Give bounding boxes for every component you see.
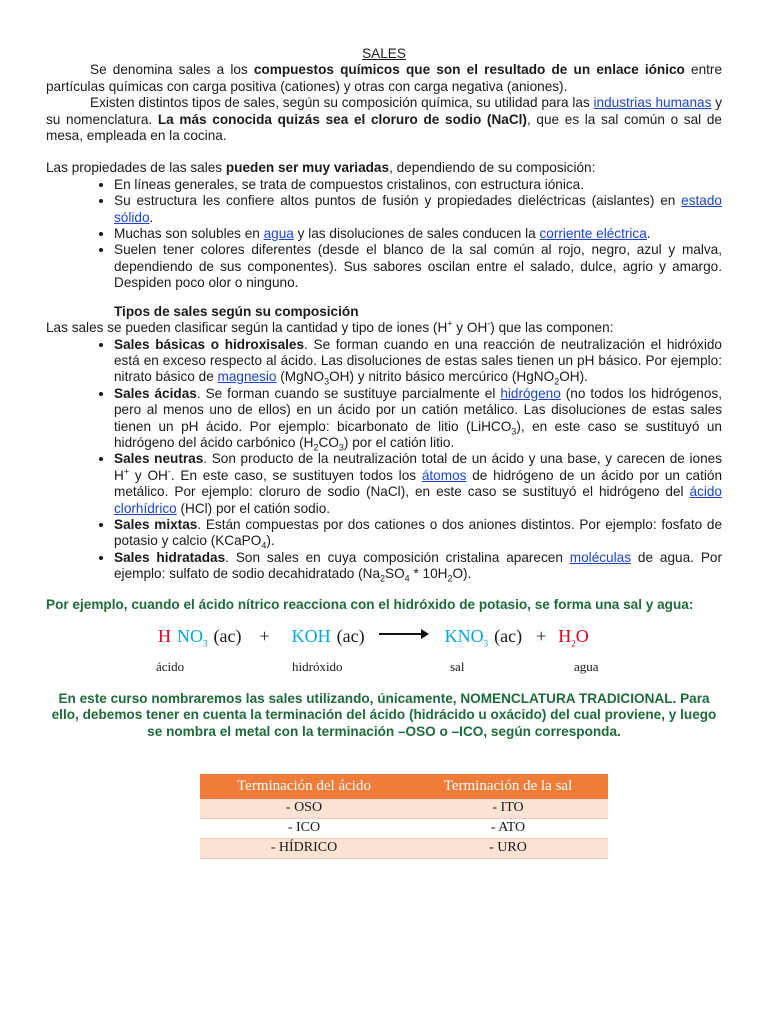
bold-text: Sales hidratadas	[114, 549, 226, 565]
state-label: (ac)	[213, 625, 242, 646]
text: CO	[318, 434, 339, 450]
text: Las sales se pueden clasificar según la cantidad y tipo de iones (H	[46, 320, 448, 336]
text: entre partículas químicas con carga positiva (cationes) y otras con carga negativa (aniones).	[46, 62, 723, 94]
section-heading: Tipos de sales según su composición	[114, 303, 359, 319]
subscript: 2	[380, 573, 386, 584]
intro-paragraph-1	[46, 62, 722, 95]
text: (no todos los hidrógenos, pero al menos uno de ellos) en un ácido por un catión metálico. Las disoluciones de estas sales tienen un pH ácido. Por ejemplo: bicarbonato de litio (LiHCO	[114, 385, 723, 434]
types-list	[46, 337, 722, 583]
types-lead	[46, 320, 722, 336]
text: OH).	[559, 369, 588, 385]
text: . Son sales en cuya composición cristalina aparecen	[225, 549, 570, 565]
superscript: -	[167, 466, 171, 477]
text: y las disoluciones de sales conducen la	[293, 226, 540, 242]
text: de hidrógeno de un ácido por un catión metálico. Por ejemplo: cloruro de sodio (NaCl), en este caso se sustituyó el hidrógeno del	[114, 467, 722, 500]
text: Se denomina sales a los	[90, 62, 254, 78]
plus-sign: +	[259, 625, 270, 646]
text: y OH	[452, 320, 488, 336]
page-title: SALES	[362, 46, 406, 61]
text: Muchas son solubles en	[114, 226, 264, 242]
list-item: • Suelen tener colores diferentes (desde el blanco de la sal común al rojo, negro, azul y malva, dependiendo de sus componentes). Sus sabores oscilan entre el salado, dulce, agrio y amargo. Despiden poco olor o ninguno.	[114, 242, 722, 291]
text: ).	[266, 533, 275, 549]
subscript: 2	[571, 638, 576, 649]
table-cell: - ITO	[408, 799, 608, 819]
properties-lead	[46, 160, 722, 176]
reactant-base: KOH	[291, 625, 331, 646]
bold-text: La más conocida quizás sea el cloruro de sodio (NaCl)	[157, 111, 527, 127]
subscript: 3	[324, 377, 330, 388]
nitrate-symbol: NO	[177, 625, 203, 646]
subscript: 2	[554, 377, 560, 388]
text: .	[646, 226, 651, 242]
subscript: 2	[313, 442, 319, 453]
list-item	[114, 386, 722, 452]
label-hydroxide: hidróxido	[292, 659, 343, 674]
text: ) que las componen:	[490, 320, 614, 336]
subscript: 3	[203, 638, 208, 649]
subscript: 4	[404, 573, 410, 584]
table-row	[200, 838, 608, 858]
text: y OH	[129, 467, 168, 483]
text: . Se forman cuando se sustituye parcialmente el	[196, 385, 501, 401]
list-item	[114, 451, 722, 517]
text: (HCl) por el catión sodio.	[176, 500, 331, 516]
text: . En este caso, se sustituyen todos los	[170, 467, 422, 483]
table-cell: - HÍDRICO	[200, 838, 408, 858]
text: de agua. Por ejemplo: sulfato de sodio decahidratado (Na	[114, 549, 722, 582]
reactant-acid	[158, 625, 208, 649]
chemical-equation	[46, 623, 722, 649]
list-item: • En líneas generales, se trata de compuestos cristalinos, con estructura iónica.	[114, 177, 722, 193]
table-cell: - ATO	[408, 818, 608, 838]
subscript: 3	[511, 426, 517, 437]
link-atomos[interactable]: átomos	[421, 467, 467, 483]
table-cell: - URO	[408, 838, 608, 858]
text: SO	[385, 566, 405, 582]
plus-sign: +	[536, 625, 547, 646]
product-water	[558, 625, 589, 649]
list-item	[114, 226, 722, 242]
link-agua[interactable]: agua	[263, 226, 294, 242]
text: ) por el catión litio.	[343, 434, 455, 450]
list-item	[114, 517, 722, 550]
text: y su nomenclatura.	[46, 95, 722, 127]
intro-paragraph-2	[46, 95, 722, 144]
table-header: Terminación de la sal	[408, 774, 608, 798]
bold-text: pueden ser muy variadas	[225, 160, 390, 176]
link-magnesio[interactable]: magnesio	[217, 369, 277, 385]
bold-text: Sales ácidas	[114, 385, 197, 401]
text: Existen distintos tipos de sales, según su composición química, su utilidad para las	[90, 95, 594, 111]
list-item	[114, 193, 722, 226]
text: ), en este caso se sustituyó un hidrógeno del ácido carbónico (H	[114, 418, 722, 450]
text: O).	[452, 566, 472, 582]
label-acid: ácido	[156, 659, 185, 674]
text: .	[149, 209, 154, 225]
text: Las propiedades de las sales	[46, 160, 226, 176]
table-header: Terminación del ácido	[200, 774, 408, 798]
example-text: Por ejemplo, cuando el ácido nítrico reacciona con el hidróxido de potasio, se forma una sal y agua:	[46, 596, 694, 612]
text: * 10H	[409, 566, 448, 582]
text: H	[558, 625, 572, 646]
text: (MgNO	[276, 369, 325, 385]
product-salt	[444, 625, 489, 649]
superscript: +	[447, 318, 453, 329]
text: . Se forman cuando en una reacción de neutralización el hidróxido está en exceso respecto al ácido. Las disoluciones de estas sales tienen un pH básico. Por ejemplo: nitrato básico de	[114, 336, 722, 385]
table-cell: - OSO	[200, 799, 408, 819]
hydrogen-symbol: H	[158, 625, 171, 646]
subscript: 4	[261, 541, 267, 552]
link-corriente-electrica[interactable]: corriente eléctrica	[539, 226, 647, 242]
table-row	[200, 818, 608, 838]
bold-text: Sales mixtas	[114, 516, 198, 532]
salt-symbol: KNO	[444, 625, 484, 646]
properties-list	[46, 177, 722, 292]
table-row	[200, 799, 608, 819]
bold-text: Sales neutras	[114, 451, 204, 467]
state-label: (ac)	[336, 625, 365, 646]
link-hidrogeno[interactable]: hidrógeno	[500, 385, 561, 401]
link-estado-solido[interactable]: estado sólido	[114, 193, 722, 225]
label-salt: sal	[450, 659, 465, 674]
link-acido-clorhidrico[interactable]: ácido clorhídrico	[114, 484, 722, 516]
text: , que es la sal común o sal de mesa, empleada en la cocina.	[46, 111, 722, 144]
course-note: En este curso nombraremos las sales utilizando, únicamente, NOMENCLATURA TRADICIONAL. Para ello, debemos tener en cuenta la terminación del ácido (hidrácido u oxácido) del cual proviene, y luego se nombra el metal con la terminación –OSO o –ICO, según corresponda.	[51, 691, 717, 739]
link-industrias-humanas[interactable]: industrias humanas	[593, 95, 712, 111]
subscript: 2	[447, 573, 453, 584]
subscript: 3	[483, 638, 489, 649]
superscript: +	[123, 466, 130, 477]
equation-labels	[46, 653, 722, 679]
bold-text: compuestos químicos que son el resultado de un enlace iónico	[253, 62, 685, 78]
reaction-arrow-icon	[379, 633, 427, 635]
text: . Están compuestas por dos cationes o dos aniones distintos. Por ejemplo: fosfato de potasio y calcio (KCaPO	[114, 516, 723, 549]
text: , dependiendo de su composición:	[389, 160, 596, 176]
list-item	[114, 550, 722, 583]
subscript: 3	[338, 442, 344, 453]
text: Su estructura les confiere altos puntos de fusión y propiedades dieléctricas (aislantes) en	[114, 193, 682, 209]
text: O	[575, 625, 589, 646]
label-water: agua	[574, 659, 599, 674]
table-cell: - ICO	[200, 818, 408, 838]
text: OH) y nitrito básico mercúrico (HgNO	[329, 369, 555, 385]
text: . Son producto de la neutralización total de un ácido y una base, y carecen de iones H	[114, 451, 722, 483]
ending-table	[200, 774, 608, 858]
bold-text: Sales básicas o hidroxisales	[114, 336, 305, 352]
link-moleculas[interactable]: moléculas	[569, 549, 631, 565]
list-item	[114, 337, 722, 386]
state-label: (ac)	[494, 625, 523, 646]
superscript: -	[487, 318, 491, 329]
